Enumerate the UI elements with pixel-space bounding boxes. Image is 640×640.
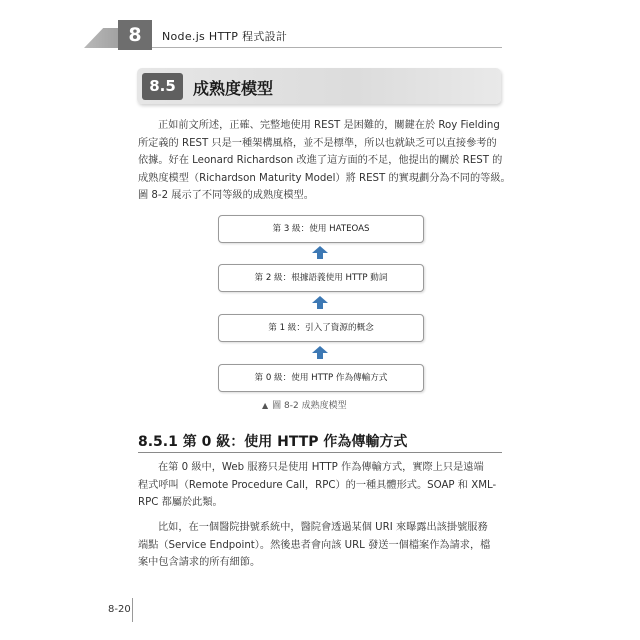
paragraph-line: 在第 0 級中，Web 服務只是使用 HTTP 作為傳輸方式，實際上只是遠端 bbox=[158, 462, 484, 473]
header-divider bbox=[152, 47, 502, 48]
maturity-level-3-box: 第 3 級：使用 HATEOAS bbox=[218, 215, 424, 243]
page-number: 8-20 bbox=[108, 604, 131, 615]
maturity-level-0-box: 第 0 級：使用 HTTP 作為傳輸方式 bbox=[218, 364, 424, 392]
up-arrow-icon bbox=[312, 346, 328, 359]
subsection-title-text: 第 0 級：使用 HTTP 作為傳輸方式 bbox=[182, 434, 408, 450]
body-paragraph bbox=[138, 519, 500, 572]
section-number: 8.5 bbox=[142, 73, 183, 100]
paragraph-line: 案中包含請求的所有細節。 bbox=[138, 557, 261, 568]
subsection-number: 8.5.1 bbox=[138, 434, 178, 450]
paragraph-line: RPC 都屬於此類。 bbox=[138, 497, 223, 508]
up-arrow-icon bbox=[312, 246, 328, 259]
maturity-level-1-box: 第 1 級：引入了資源的概念 bbox=[218, 314, 424, 342]
section-heading-bar bbox=[137, 68, 501, 104]
paragraph-line: 圖 8-2 展示了不同等級的成熟度模型。 bbox=[138, 190, 314, 201]
paragraph-line: 依據。好在 Leonard Richardson 改進了這方面的不足，他提出的關於 REST 的 bbox=[138, 155, 503, 166]
figure-caption bbox=[262, 398, 347, 411]
maturity-level-2-box: 第 2 級：根據語義使用 HTTP 動詞 bbox=[218, 264, 424, 292]
intro-paragraph bbox=[138, 117, 511, 205]
caption-text: 圖 8-2 成熟度模型 bbox=[272, 401, 347, 411]
section-title: 成熟度模型 bbox=[193, 79, 274, 98]
paragraph-line: 成熟度模型（Richardson Maturity Model）將 REST 的實現劃分為不同的等級。 bbox=[138, 172, 511, 184]
subsection-divider bbox=[138, 452, 502, 453]
body-paragraph bbox=[138, 459, 500, 512]
subsection-title bbox=[138, 431, 407, 451]
chapter-title: Node.js HTTP 程式設計 bbox=[162, 30, 288, 43]
chapter-number-badge: 8 bbox=[118, 20, 152, 50]
up-arrow-icon bbox=[312, 296, 328, 309]
paragraph-line: 比如，在一個醫院掛號系統中，醫院會透過某個 URI 來曝露出該掛號服務 bbox=[158, 522, 488, 533]
paragraph-line: 正如前文所述，正確、完整地使用 REST 是困難的，關鍵在於 Roy Fielding bbox=[158, 120, 500, 131]
paragraph-line: 端點（Service Endpoint）。然後患者會向該 URL 發送一個檔案作為請求，檔 bbox=[138, 539, 491, 551]
paragraph-line: 程式呼叫（Remote Procedure Call，RPC）的一種具體形式。SOAP 和 XML- bbox=[138, 479, 497, 491]
caption-triangle-icon: ▲ bbox=[262, 401, 269, 410]
footer-divider bbox=[132, 598, 133, 622]
paragraph-line: 所定義的 REST 只是一種架構風格，並不是標準，所以也就缺乏可以直接參考的 bbox=[138, 137, 497, 149]
